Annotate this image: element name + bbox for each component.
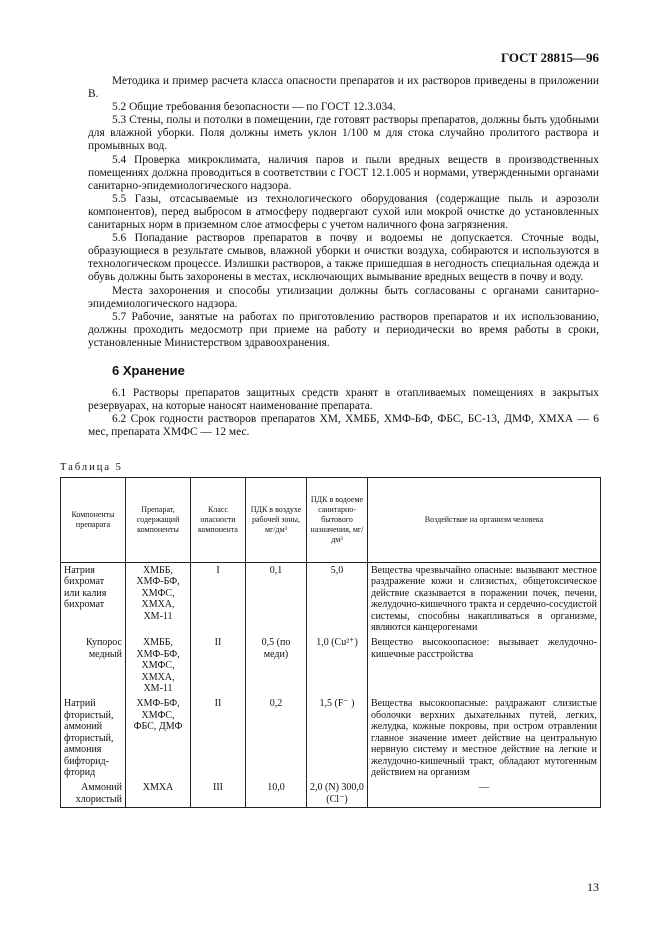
cell-pdk-water: 2,0 (N) 300,0 (Cl⁻)	[307, 780, 368, 807]
col-header: Компоненты препарата	[61, 478, 126, 563]
document-code: ГОСТ 28815—96	[500, 50, 599, 65]
cell-effect: Вещество высокоопасное: вызывает желудочно-кишечные расстройства	[368, 635, 601, 696]
cell-pdk-water: 1,5 (F⁻ )	[307, 696, 368, 780]
paragraph: 5.4 Проверка микроклимата, наличия паров и пыли вредных веществ в производственных помещениях должна проводиться в соответствии с ГОСТ 12.1.005 и нормами, утвержденными органами санитарно-эпидемиологического надзора.	[88, 153, 599, 192]
col-header: Препарат, содержащий компоненты	[126, 478, 191, 563]
cell-hazard-class: III	[191, 780, 246, 807]
col-header: ПДК в воздухе рабочей зоны, мг/дм³	[246, 478, 307, 563]
cell-effect: Вещества чрезвычайно опасные: вызывают местное раздражение кожи и слизистых, общетоксическое действие сказывается в поражении почек, печени, желудочно-кишечного тракта и сердечно-сосудистой системы, способны накапливаться в организме, являются канцерогенами	[368, 563, 601, 636]
cell-pdk-water: 1,0 (Cu²⁺)	[307, 635, 368, 696]
cell-hazard-class: I	[191, 563, 246, 636]
cell-pdk-air: 0,1	[246, 563, 307, 636]
table-caption: Таблица 5	[60, 462, 123, 473]
paragraph: Методика и пример расчета класса опасности препаратов и их растворов приведены в приложении В.	[88, 75, 599, 101]
cell-preparations: ХМББ, ХМФ-БФ, ХМФС, ХМХА, ХМ-11	[126, 635, 191, 696]
cell-hazard-class: II	[191, 696, 246, 780]
cell-pdk-air: 0,2	[246, 696, 307, 780]
col-header: Класс опасности компонента	[191, 478, 246, 563]
col-header: Воздействие на организм человека	[368, 478, 601, 563]
cell-component: Натрий фтористый, аммоний фтористый, аммония бифторид-фторид	[61, 696, 126, 780]
paragraph: 6.1 Растворы препаратов защитных средств хранят в отапливаемых помещениях в закрытых резервуарах, на которые наносят наименование препарата.	[88, 387, 599, 413]
table-row	[61, 635, 601, 696]
cell-pdk-air: 10,0	[246, 780, 307, 807]
cell-pdk-air: 0,5 (по меди)	[246, 635, 307, 696]
cell-preparations: ХМББ, ХМФ-БФ, ХМФС, ХМХА, ХМ-11	[126, 563, 191, 636]
cell-effect: —	[368, 780, 601, 807]
cell-hazard-class: II	[191, 635, 246, 696]
section-title: 6 Хранение	[112, 362, 185, 378]
table-row	[61, 563, 601, 636]
col-header: ПДК в водоеме санитарно-бытового назначения, мг/дм³	[307, 478, 368, 563]
table-header-row	[61, 478, 601, 563]
paragraph: 5.2 Общие требования безопасности — по ГОСТ 12.3.034.	[112, 101, 396, 114]
hazard-table	[60, 477, 601, 808]
paragraph: 5.5 Газы, отсасываемые из технологического оборудования (содержащие пыль и аэрозоли компонентов), перед выбросом в атмосферу подвергают сухой или мокрой очистке до установленных санитарных норм в приземном слое атмосферы с учетом наличного фона загрязнения.	[88, 192, 599, 232]
cell-preparations: ХМХА	[126, 780, 191, 807]
paragraph: 5.6 Попадание растворов препаратов в почву и водоемы не допускается. Сточные воды, образующиеся в результате смывов, влажной уборки и очистки воздуха, собираются и используются в технологическом процессе. Излишки растворов, а также пришедшая в негодность специальная одежда и обувь должны быть захоронены в местах, исключающих вымывание вредных веществ в почву и воду.	[88, 232, 599, 284]
paragraph: 5.7 Рабочие, занятые на работах по приготовлению растворов препаратов и их использованию, должны проходить медосмотр при приеме на работу и периодически во время работы в сроки, установленные Министерством здравоохранения.	[88, 310, 599, 349]
cell-preparations: ХМФ-БФ, ХМФС, ФБС, ДМФ	[126, 696, 191, 780]
cell-component: Купорос медный	[61, 635, 126, 696]
body-text	[88, 75, 599, 439]
cell-effect: Вещества высокоопасные: раздражают слизистые оболочки верхних дыхательных путей, легких, желудка, кожные покровы, при остром отравлении главное значение имеет действие на центральную нервную систему и местное действие на легкие и желудочно-кишечный тракт, обладают мутогенным действием на организм	[368, 696, 601, 780]
table-row	[61, 780, 601, 807]
cell-component: Натрия бихромат или калия бихромат	[61, 563, 126, 636]
table-row	[61, 696, 601, 780]
paragraph: Места захоронения и способы утилизации должны быть согласованы с органами санитарно-эпидемиологического надзора.	[88, 284, 599, 310]
cell-pdk-water: 5,0	[307, 563, 368, 636]
paragraph: 6.2 Срок годности растворов препаратов ХМ, ХМББ, ХМФ-БФ, ФБС, БС-13, ДМФ, ХМХА — 6 мес, препарата ХМФС — 12 мес.	[88, 413, 599, 439]
page-number: 13	[587, 880, 599, 894]
cell-component: Аммоний хлористый	[61, 780, 126, 807]
paragraph: 5.3 Стены, полы и потолки в помещении, где готовят растворы препаратов, должны быть удобными для влажной уборки. Поля должны иметь уклон 1/100 м для стока случайно пролитого раствора и промывных вод.	[88, 114, 599, 153]
